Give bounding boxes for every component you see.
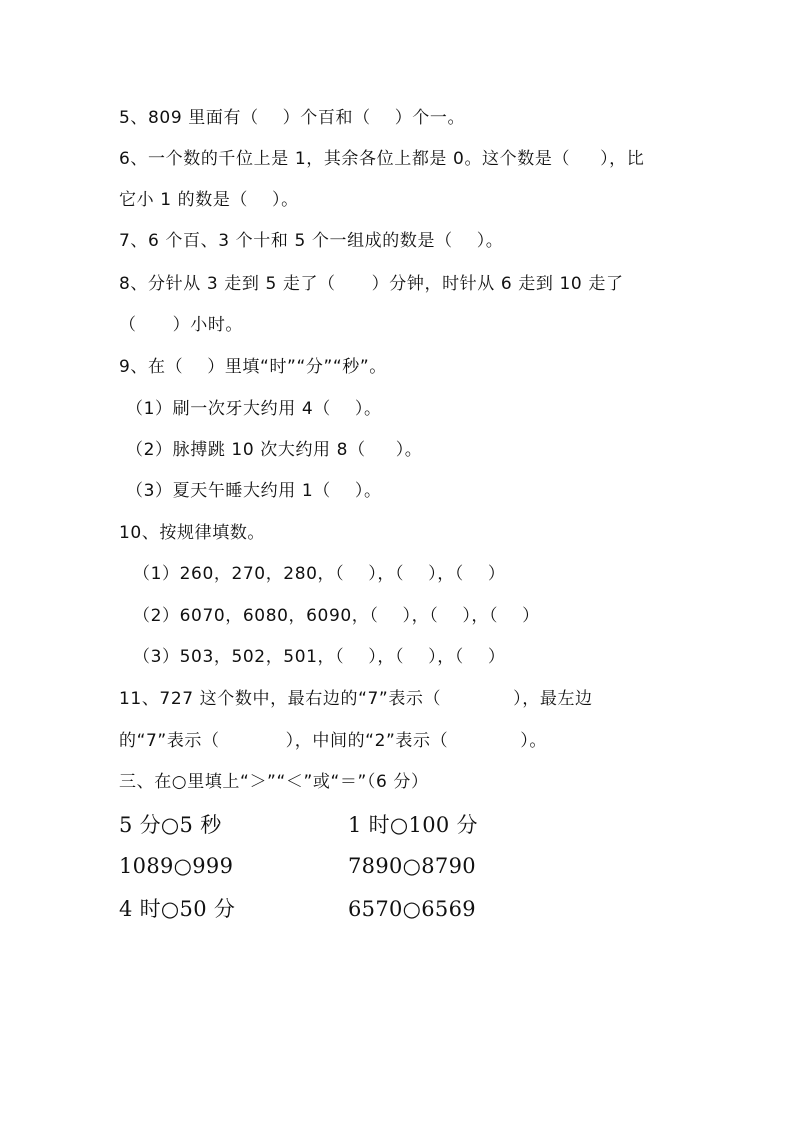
compare-item-3-left: 4 时○50 分 (119, 897, 236, 921)
question-9-item-3: （3）夏天午睡大约用 1（ ）。 (126, 481, 382, 501)
question-8-line-2: （ ）小时。 (119, 315, 244, 335)
compare-item-3-right: 6570○6569 (348, 897, 476, 921)
question-6-line-1: 6、一个数的千位上是 1，其余各位上都是 0。这个数是（ ），比 (119, 149, 645, 169)
section-3-heading: 三、在○里填上“＞”“＜”或“＝”（6 分） (119, 772, 429, 792)
question-11-line-2: 的“7”表示（ ），中间的“2”表示（ ）。 (119, 731, 547, 751)
question-10-item-1: （1）260，270，280，（ ），（ ），（ ） (133, 564, 506, 584)
question-7: 7、6 个百、3 个十和 5 个一组成的数是（ ）。 (119, 231, 504, 251)
question-5: 5、809 里面有（ ）个百和（ ）个一。 (119, 108, 466, 128)
compare-item-2-right: 7890○8790 (348, 854, 476, 878)
compare-item-1-left: 5 分○5 秒 (119, 813, 222, 837)
question-6-line-2: 它小 1 的数是（ ）。 (119, 190, 299, 210)
question-10-item-3: （3）503，502，501，（ ），（ ），（ ） (133, 647, 506, 667)
question-11-line-1: 11、727 这个数中，最右边的“7”表示（ ），最左边 (119, 689, 593, 709)
question-8-line-1: 8、分针从 3 走到 5 走了（ ）分钟，时针从 6 走到 10 走了 (119, 274, 624, 294)
question-9: 9、在（ ）里填“时”“分”“秒”。 (119, 357, 387, 377)
question-10: 10、按规律填数。 (119, 523, 266, 543)
compare-item-1-right: 1 时○100 分 (348, 813, 478, 837)
question-10-item-2: （2）6070，6080，6090，（ ），（ ），（ ） (133, 606, 540, 626)
question-9-item-2: （2）脉搏跳 10 次大约用 8（ ）。 (126, 440, 423, 460)
compare-item-2-left: 1089○999 (119, 854, 234, 878)
question-9-item-1: （1）刷一次牙大约用 4（ ）。 (126, 399, 382, 419)
